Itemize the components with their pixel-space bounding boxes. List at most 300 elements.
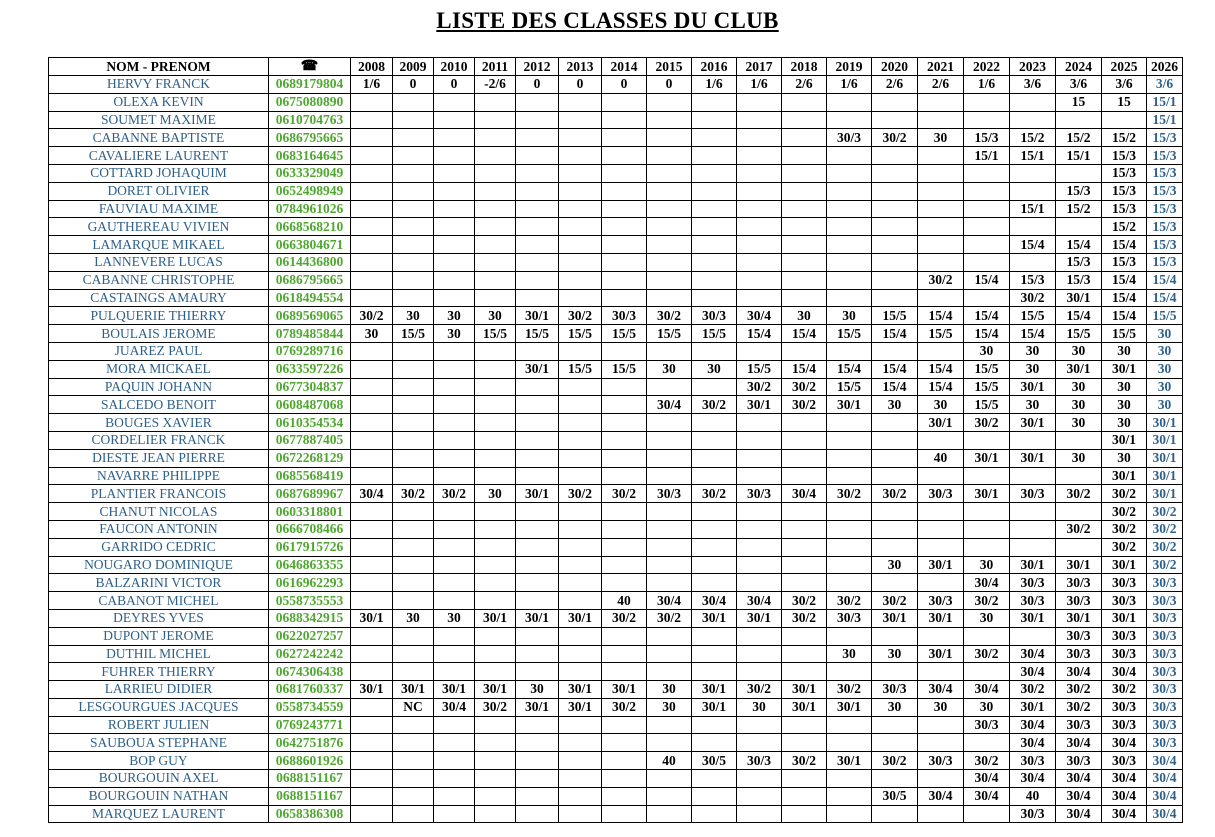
table-row: [49, 449, 1183, 467]
class-cell: [351, 289, 393, 307]
class-cell: 15/3: [1102, 182, 1147, 200]
class-cell: [737, 716, 782, 734]
class-cell: 30/3: [1102, 574, 1147, 592]
class-cell: 30: [918, 698, 964, 716]
class-cell: [475, 449, 516, 467]
class-cell: [1010, 503, 1056, 521]
class-cell: 30/4: [918, 787, 964, 805]
class-cell: 15/1: [1147, 111, 1183, 129]
class-cell: 30: [1102, 342, 1147, 360]
class-cell: 30: [647, 681, 692, 699]
class-cell: 30/2: [1056, 698, 1102, 716]
class-cell: 30: [1056, 378, 1102, 396]
class-cell: 30/4: [1147, 787, 1183, 805]
class-cell: [737, 111, 782, 129]
class-cell: [351, 787, 393, 805]
class-cell: 1/6: [827, 76, 872, 94]
class-cell: [559, 414, 602, 432]
class-cell: 30/4: [782, 485, 827, 503]
class-cell: [602, 147, 647, 165]
class-cell: [1102, 111, 1147, 129]
class-cell: [964, 503, 1010, 521]
class-cell: [434, 253, 475, 271]
class-cell: 30/1: [516, 485, 559, 503]
class-cell: [647, 520, 692, 538]
class-cell: [351, 627, 393, 645]
class-cell: [516, 520, 559, 538]
class-cell: [964, 431, 1010, 449]
class-cell: 30/3: [1010, 752, 1056, 770]
player-name: CORDELIER FRANCK: [49, 431, 269, 449]
class-cell: 30/3: [1102, 716, 1147, 734]
class-cell: [393, 449, 434, 467]
class-cell: [782, 289, 827, 307]
class-cell: [351, 236, 393, 254]
class-cell: [827, 182, 872, 200]
class-cell: 15/5: [692, 325, 737, 343]
class-cell: 30/2: [602, 698, 647, 716]
class-cell: [602, 111, 647, 129]
class-cell: 30: [1102, 449, 1147, 467]
player-name: SALCEDO BENOIT: [49, 396, 269, 414]
column-header-name: NOM - PRENOM: [49, 58, 269, 76]
table-row: [49, 520, 1183, 538]
class-cell: [351, 592, 393, 610]
class-cell: 30: [1010, 342, 1056, 360]
class-cell: 30/2: [872, 592, 918, 610]
class-cell: 30/1: [1010, 556, 1056, 574]
column-header-year: 2026: [1147, 58, 1183, 76]
class-cell: [918, 164, 964, 182]
class-cell: [351, 574, 393, 592]
class-cell: 30/3: [918, 592, 964, 610]
class-cell: 30/2: [692, 396, 737, 414]
class-cell: [351, 431, 393, 449]
class-cell: 30/1: [1147, 485, 1183, 503]
class-cell: 30/1: [1147, 414, 1183, 432]
class-cell: [647, 378, 692, 396]
class-cell: 15/5: [559, 360, 602, 378]
class-cell: 15/3: [1056, 182, 1102, 200]
class-cell: [351, 716, 393, 734]
class-cell: 30/4: [1056, 770, 1102, 788]
class-cell: 30: [964, 609, 1010, 627]
class-cell: [434, 414, 475, 432]
class-cell: 30/3: [1102, 752, 1147, 770]
class-cell: [434, 396, 475, 414]
class-cell: [602, 289, 647, 307]
class-cell: 15/5: [827, 325, 872, 343]
class-cell: 30/2: [782, 378, 827, 396]
class-cell: [351, 396, 393, 414]
class-cell: [918, 253, 964, 271]
class-cell: [475, 271, 516, 289]
player-phone: 0672268129: [269, 449, 351, 467]
class-cell: [559, 378, 602, 396]
table-row: [49, 111, 1183, 129]
class-cell: 30/1: [1056, 556, 1102, 574]
class-cell: [559, 716, 602, 734]
class-cell: [351, 770, 393, 788]
table-row: [49, 76, 1183, 94]
class-cell: 15/3: [1102, 253, 1147, 271]
class-cell: [872, 289, 918, 307]
class-cell: [434, 520, 475, 538]
class-cell: 30/2: [827, 592, 872, 610]
class-cell: 30/3: [647, 485, 692, 503]
class-cell: [434, 538, 475, 556]
class-cell: [602, 645, 647, 663]
player-name: NAVARRE PHILIPPE: [49, 467, 269, 485]
column-header-year: 2011: [475, 58, 516, 76]
class-cell: [918, 200, 964, 218]
class-cell: 15/3: [1147, 200, 1183, 218]
class-cell: [516, 218, 559, 236]
class-cell: [475, 574, 516, 592]
class-cell: [516, 538, 559, 556]
class-cell: [602, 787, 647, 805]
class-cell: [559, 752, 602, 770]
class-cell: [647, 805, 692, 823]
player-phone: 0608487068: [269, 396, 351, 414]
class-cell: 15/5: [1010, 307, 1056, 325]
class-cell: [918, 716, 964, 734]
class-cell: [964, 289, 1010, 307]
class-cell: 15/4: [1102, 236, 1147, 254]
class-cell: [692, 182, 737, 200]
class-cell: 30: [393, 609, 434, 627]
player-phone: 0789485844: [269, 325, 351, 343]
player-name: JUAREZ PAUL: [49, 342, 269, 360]
class-cell: [872, 770, 918, 788]
table-row: [49, 698, 1183, 716]
class-cell: [1056, 467, 1102, 485]
class-cell: 30/1: [1010, 698, 1056, 716]
class-cell: 30/1: [516, 307, 559, 325]
class-cell: 30/1: [872, 609, 918, 627]
class-cell: 30/3: [827, 609, 872, 627]
table-row: [49, 592, 1183, 610]
class-cell: [918, 805, 964, 823]
class-cell: 30: [1056, 449, 1102, 467]
player-name: BOULAIS JEROME: [49, 325, 269, 343]
class-cell: [737, 645, 782, 663]
class-cell: [351, 663, 393, 681]
class-cell: 30/3: [1147, 663, 1183, 681]
class-cell: [559, 396, 602, 414]
class-cell: [918, 93, 964, 111]
class-cell: [782, 271, 827, 289]
class-cell: 30/2: [602, 609, 647, 627]
class-cell: [434, 556, 475, 574]
class-cell: 30: [434, 307, 475, 325]
class-cell: [964, 111, 1010, 129]
class-cell: [964, 734, 1010, 752]
class-cell: 30/2: [1102, 503, 1147, 521]
class-cell: 30/4: [737, 592, 782, 610]
class-cell: [827, 164, 872, 182]
class-cell: [602, 449, 647, 467]
class-cell: 30: [1010, 360, 1056, 378]
class-cell: [692, 663, 737, 681]
class-cell: 15/3: [1147, 218, 1183, 236]
class-cell: [647, 236, 692, 254]
class-cell: [559, 592, 602, 610]
class-cell: [1010, 431, 1056, 449]
player-name: LAMARQUE MIKAEL: [49, 236, 269, 254]
class-cell: [393, 538, 434, 556]
class-cell: 30/1: [918, 645, 964, 663]
class-cell: [602, 396, 647, 414]
class-cell: [559, 111, 602, 129]
class-cell: 30/4: [964, 787, 1010, 805]
class-cell: 30/1: [559, 681, 602, 699]
class-cell: [1056, 164, 1102, 182]
player-name: DEYRES YVES: [49, 609, 269, 627]
class-cell: 3/6: [1056, 76, 1102, 94]
column-header-phone: [269, 58, 351, 76]
class-cell: 30/1: [393, 681, 434, 699]
class-cell: [737, 627, 782, 645]
class-cell: [516, 592, 559, 610]
class-cell: 30: [827, 645, 872, 663]
column-header-year: 2024: [1056, 58, 1102, 76]
class-cell: [782, 770, 827, 788]
class-cell: 30/3: [1102, 645, 1147, 663]
class-cell: [393, 716, 434, 734]
class-cell: [559, 289, 602, 307]
class-cell: [559, 147, 602, 165]
class-cell: 30/1: [1147, 467, 1183, 485]
column-header-year: 2013: [559, 58, 602, 76]
class-cell: [602, 378, 647, 396]
class-cell: [602, 538, 647, 556]
class-cell: [737, 93, 782, 111]
class-cell: [393, 147, 434, 165]
class-cell: 15/2: [1102, 129, 1147, 147]
class-cell: 30/3: [1056, 627, 1102, 645]
class-cell: [647, 574, 692, 592]
class-cell: [647, 147, 692, 165]
class-cell: [782, 556, 827, 574]
class-cell: 30/2: [475, 698, 516, 716]
class-cell: 15/4: [872, 325, 918, 343]
class-cell: 40: [1010, 787, 1056, 805]
class-cell: 30/4: [918, 681, 964, 699]
class-cell: 30/2: [782, 752, 827, 770]
class-cell: 30/1: [1102, 467, 1147, 485]
class-cell: 30/3: [1102, 698, 1147, 716]
class-cell: [434, 378, 475, 396]
class-cell: [647, 645, 692, 663]
class-cell: 30/1: [827, 396, 872, 414]
class-cell: [782, 147, 827, 165]
player-name: BOURGOUIN AXEL: [49, 770, 269, 788]
class-cell: [1010, 182, 1056, 200]
class-cell: [827, 787, 872, 805]
class-cell: 15/3: [1102, 147, 1147, 165]
class-cell: 30/1: [516, 609, 559, 627]
class-cell: [827, 236, 872, 254]
class-cell: [964, 520, 1010, 538]
column-header-year: 2025: [1102, 58, 1147, 76]
class-cell: [1010, 218, 1056, 236]
class-cell: [918, 342, 964, 360]
class-cell: 30/4: [1102, 770, 1147, 788]
class-cell: 30/2: [782, 396, 827, 414]
class-cell: [827, 538, 872, 556]
class-cell: [393, 93, 434, 111]
class-cell: [393, 129, 434, 147]
class-cell: 30/4: [1147, 770, 1183, 788]
class-cell: 2/6: [918, 76, 964, 94]
class-cell: [351, 378, 393, 396]
class-cell: [782, 93, 827, 111]
table-row: [49, 342, 1183, 360]
class-cell: [393, 200, 434, 218]
player-phone: 0769243771: [269, 716, 351, 734]
class-cell: 30/3: [1147, 592, 1183, 610]
class-cell: [782, 734, 827, 752]
class-cell: [918, 503, 964, 521]
class-cell: [782, 805, 827, 823]
table-row: [49, 681, 1183, 699]
class-cell: [602, 342, 647, 360]
class-cell: [692, 627, 737, 645]
class-cell: [434, 431, 475, 449]
class-cell: [351, 200, 393, 218]
table-row: [49, 271, 1183, 289]
player-name: DORET OLIVIER: [49, 182, 269, 200]
class-cell: [827, 520, 872, 538]
class-cell: [782, 342, 827, 360]
class-cell: [827, 271, 872, 289]
class-cell: 15/2: [1056, 200, 1102, 218]
class-cell: [827, 574, 872, 592]
class-cell: [647, 164, 692, 182]
class-cell: [692, 200, 737, 218]
class-cell: 30/2: [1102, 538, 1147, 556]
class-cell: [351, 218, 393, 236]
class-cell: [692, 164, 737, 182]
class-cell: 30/2: [1147, 503, 1183, 521]
class-cell: [872, 182, 918, 200]
class-cell: [737, 236, 782, 254]
player-name: CAVALIERE LAURENT: [49, 147, 269, 165]
table-row: [49, 253, 1183, 271]
class-cell: 30/1: [918, 609, 964, 627]
class-cell: 30/3: [737, 485, 782, 503]
class-cell: [647, 289, 692, 307]
player-name: CASTAINGS AMAURY: [49, 289, 269, 307]
class-cell: [475, 253, 516, 271]
class-cell: 30/1: [827, 752, 872, 770]
column-header-year: 2010: [434, 58, 475, 76]
class-cell: [393, 182, 434, 200]
class-cell: 30: [872, 556, 918, 574]
class-cell: 30/2: [393, 485, 434, 503]
class-cell: 15/3: [1010, 271, 1056, 289]
class-cell: 15/5: [737, 360, 782, 378]
class-cell: [351, 503, 393, 521]
player-name: LANNEVERE LUCAS: [49, 253, 269, 271]
table-row: [49, 627, 1183, 645]
class-cell: [918, 218, 964, 236]
column-header-year: 2019: [827, 58, 872, 76]
class-cell: 15/4: [1147, 271, 1183, 289]
class-cell: [827, 503, 872, 521]
class-cell: [872, 164, 918, 182]
column-header-year: 2012: [516, 58, 559, 76]
player-phone: 0603318801: [269, 503, 351, 521]
table-row: [49, 396, 1183, 414]
class-cell: [782, 236, 827, 254]
player-name: CABANNE BAPTISTE: [49, 129, 269, 147]
class-cell: 30: [964, 698, 1010, 716]
class-cell: [475, 592, 516, 610]
class-cell: [393, 164, 434, 182]
class-cell: -2/6: [475, 76, 516, 94]
class-cell: [1010, 253, 1056, 271]
class-cell: [516, 627, 559, 645]
class-cell: [647, 734, 692, 752]
class-cell: [559, 503, 602, 521]
table-row: [49, 218, 1183, 236]
class-cell: [559, 556, 602, 574]
class-cell: [559, 787, 602, 805]
class-cell: [1010, 520, 1056, 538]
class-cell: [872, 734, 918, 752]
class-cell: 30/3: [1147, 627, 1183, 645]
class-cell: [918, 111, 964, 129]
class-cell: 15/5: [1147, 307, 1183, 325]
class-cell: [516, 574, 559, 592]
class-cell: 30: [918, 129, 964, 147]
class-cell: 30/3: [1147, 681, 1183, 699]
class-cell: 15/5: [602, 325, 647, 343]
class-cell: [475, 716, 516, 734]
class-cell: 30/1: [964, 485, 1010, 503]
class-cell: [475, 236, 516, 254]
class-cell: 30/2: [964, 414, 1010, 432]
class-cell: [782, 467, 827, 485]
class-cell: [782, 503, 827, 521]
class-cell: 30/1: [475, 609, 516, 627]
player-phone: 0610354534: [269, 414, 351, 432]
class-cell: 15/4: [827, 360, 872, 378]
class-cell: 30/1: [351, 681, 393, 699]
class-cell: [434, 663, 475, 681]
class-cell: [393, 663, 434, 681]
class-cell: [737, 503, 782, 521]
class-cell: [647, 627, 692, 645]
class-cell: [393, 467, 434, 485]
class-cell: 15/4: [782, 325, 827, 343]
column-header-year: 2009: [393, 58, 434, 76]
class-cell: 30/3: [1147, 734, 1183, 752]
class-cell: 30/4: [1102, 734, 1147, 752]
class-cell: [393, 787, 434, 805]
player-phone: 0668568210: [269, 218, 351, 236]
class-cell: 30/2: [737, 681, 782, 699]
column-header-year: 2020: [872, 58, 918, 76]
class-cell: [393, 592, 434, 610]
class-cell: 30/2: [1147, 556, 1183, 574]
player-name: SAUBOUA STEPHANE: [49, 734, 269, 752]
class-cell: 30/3: [1010, 592, 1056, 610]
player-phone: 0617915726: [269, 538, 351, 556]
class-cell: 30/1: [692, 609, 737, 627]
